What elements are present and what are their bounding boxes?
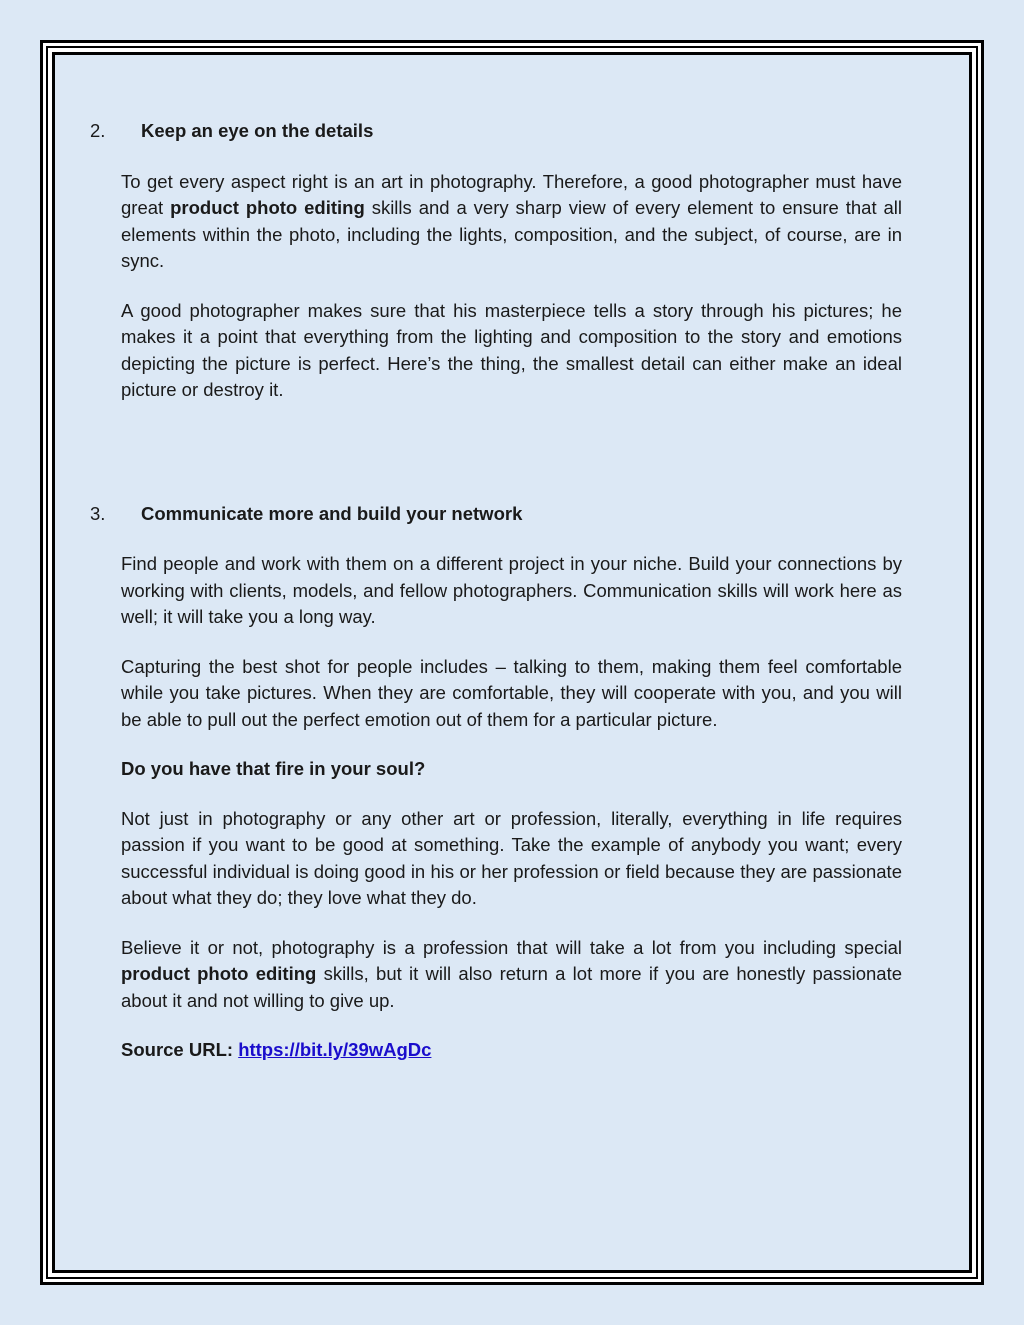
text-run: skills, but it will also return a lot more if you are honestly passionate about it and not willing to give up. bbox=[121, 963, 902, 1011]
section-heading-2 bbox=[90, 118, 902, 145]
bold-keyword: product photo editing bbox=[170, 197, 365, 218]
text-run: Believe it or not, photography is a profession that will take a lot from you including special bbox=[121, 936, 902, 958]
source-link[interactable]: https://bit.ly/39wAgDc bbox=[238, 1039, 432, 1060]
text-run: skills and a very sharp view of every element to ensure that all elements within the photo, including the lights, composition, and the subject, of course, are in sync. bbox=[121, 197, 903, 271]
section-heading-3 bbox=[90, 501, 902, 528]
section-number: 2. bbox=[90, 120, 106, 141]
paragraph: Capturing the best shot for people includes – talking to them, making them feel comfortable while you take pictures. When they are comfortable, they will cooperate with you, and you will be able to pull out the perfect emotion out of them for a particular picture. bbox=[121, 655, 902, 730]
paragraph: A good photographer makes sure that his masterpiece tells a story through his pictures; he makes it a point that everything from the lighting and composition to the story and emotions depicting the picture is perfect. Here’s the thing, the smallest detail can either make an ideal picture or destroy it. bbox=[121, 299, 902, 400]
subheading bbox=[121, 756, 902, 783]
text-run: To get every aspect right is an art in photography. Therefore, a good photographer must have great bbox=[121, 170, 902, 218]
bold-keyword: product photo editing bbox=[121, 963, 317, 984]
source-line bbox=[121, 1037, 902, 1064]
paragraph: Find people and work with them on a different project in your niche. Build your connections by working with clients, models, and fellow photographers. Communication skills will work here as well; it will take you a long way. bbox=[121, 553, 902, 627]
paragraph bbox=[121, 169, 902, 275]
document-body bbox=[80, 118, 902, 1087]
section-title: Communicate more and build your network bbox=[141, 502, 523, 524]
spacer bbox=[80, 427, 902, 501]
paragraph: Not just in photography or any other art or profession, literally, everything in life requires passion if you want to be good at something. Take the example of anybody you want; every successful individual is doing good in his or her profession or field because they are passionate about what they do; they love what they do. bbox=[121, 807, 902, 908]
section-title: Keep an eye on the details bbox=[141, 120, 374, 141]
source-label: Source URL: bbox=[121, 1039, 239, 1060]
subheading-text: Do you have that fire in your soul? bbox=[121, 758, 426, 779]
paragraph bbox=[121, 935, 902, 1015]
section-number: 3. bbox=[90, 502, 106, 524]
